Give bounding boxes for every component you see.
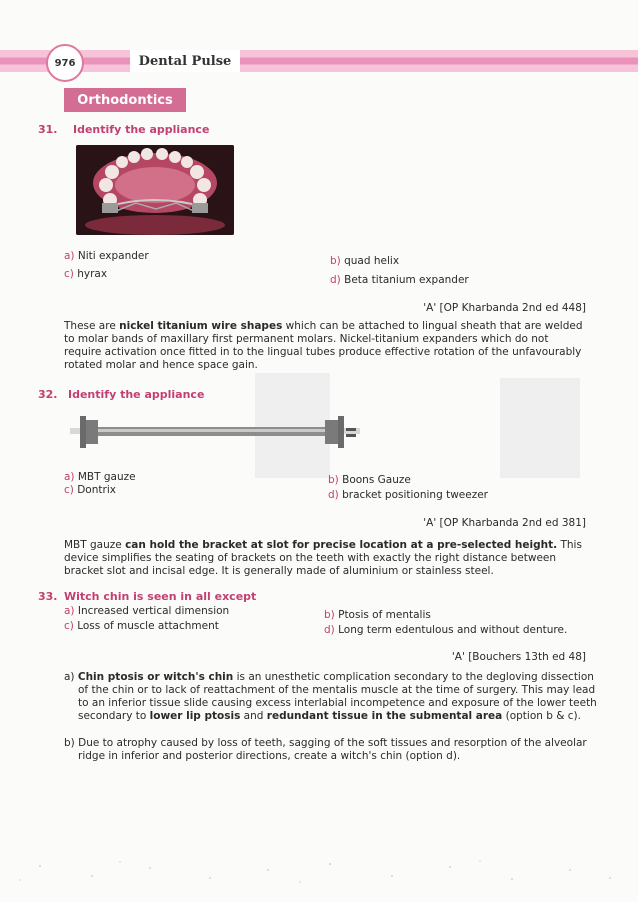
q33-answer-reference: 'A' [Bouchers 13th ed 48] (451, 651, 586, 663)
header-band (0, 50, 638, 72)
q32-option-b: b) Boons Gauze (328, 474, 411, 486)
q33-option-a: a) Increased vertical dimension (64, 605, 230, 617)
question-33-number: 33. (38, 590, 58, 603)
q33-explanation-b: b) Due to atrophy caused by loss of teeth, sagging of the soft tissues and resorption of the alveolar ridge in inferior and posterior directions, create a witch's chin (option d). (64, 737, 587, 762)
section-title: Orthodontics (64, 88, 186, 112)
mbt-gauge-image (70, 414, 360, 452)
book-title: Dental Pulse (130, 50, 240, 72)
q32-option-a: a) MBT gauze (64, 471, 136, 483)
q31-option-c: c) hyrax (64, 268, 108, 280)
q31-option-d: d) Beta titanium expander (330, 274, 469, 286)
q31-option-a: a) Niti expander (64, 250, 149, 262)
q32-option-c: c) Dontrix (64, 484, 116, 496)
q33-option-b: b) Ptosis of mentalis (324, 609, 431, 621)
q33-option-c: c) Loss of muscle attachment (64, 620, 219, 632)
scan-noise (0, 858, 638, 886)
q31-answer-reference: 'A' [OP Kharbanda 2nd ed 448] (423, 302, 586, 314)
dental-arch-image (76, 145, 234, 235)
q33-explanation-a: a) Chin ptosis or witch's chin is an unesthetic complication secondary to the degloving dissection of the chin or to lack of reattachment of the mentalis muscle at the time of surgery. This may lead to an inferior tissue slide causing excess interlabial incompetence and exposure of the lower teeth secondary to lower lip ptosis and redundant tissue in the submental area (option b & c). (64, 671, 597, 722)
question-31-text: Identify the appliance (73, 123, 210, 136)
question-31-number: 31. (38, 123, 58, 136)
q32-explanation: MBT gauze can hold the bracket at slot for precise location at a pre-selected height. This device simplifies the seating of brackets on the teeth with exactly the right distance between bracket slot and incisal edge. It is generally made of aluminium or stainless steel. (64, 539, 582, 577)
question-33-text: Witch chin is seen in all except (64, 590, 257, 603)
question-32-number: 32. (38, 388, 58, 401)
q33-option-d: d) Long term edentulous and without denture. (324, 624, 568, 636)
page-number: 976 (54, 57, 76, 69)
page-number-badge (46, 44, 84, 82)
q32-option-d: d) bracket positioning tweezer (328, 489, 488, 501)
appliance-photo-expander (76, 145, 234, 235)
q32-answer-reference: 'A' [OP Kharbanda 2nd ed 381] (423, 517, 586, 529)
q31-option-b: b) quad helix (330, 255, 400, 267)
q31-explanation: These are nickel titanium wire shapes which can be attached to lingual sheath that are welded to molar bands of maxillary first permanent molars. Nickel-titanium expanders which do not require activation once fitted in to the lingual tubes produce effective rotation of the unfavourably rotated molar and hence space gain. (64, 320, 583, 371)
bleed-through-mark (500, 378, 580, 478)
question-32-text: Identify the appliance (68, 388, 205, 401)
